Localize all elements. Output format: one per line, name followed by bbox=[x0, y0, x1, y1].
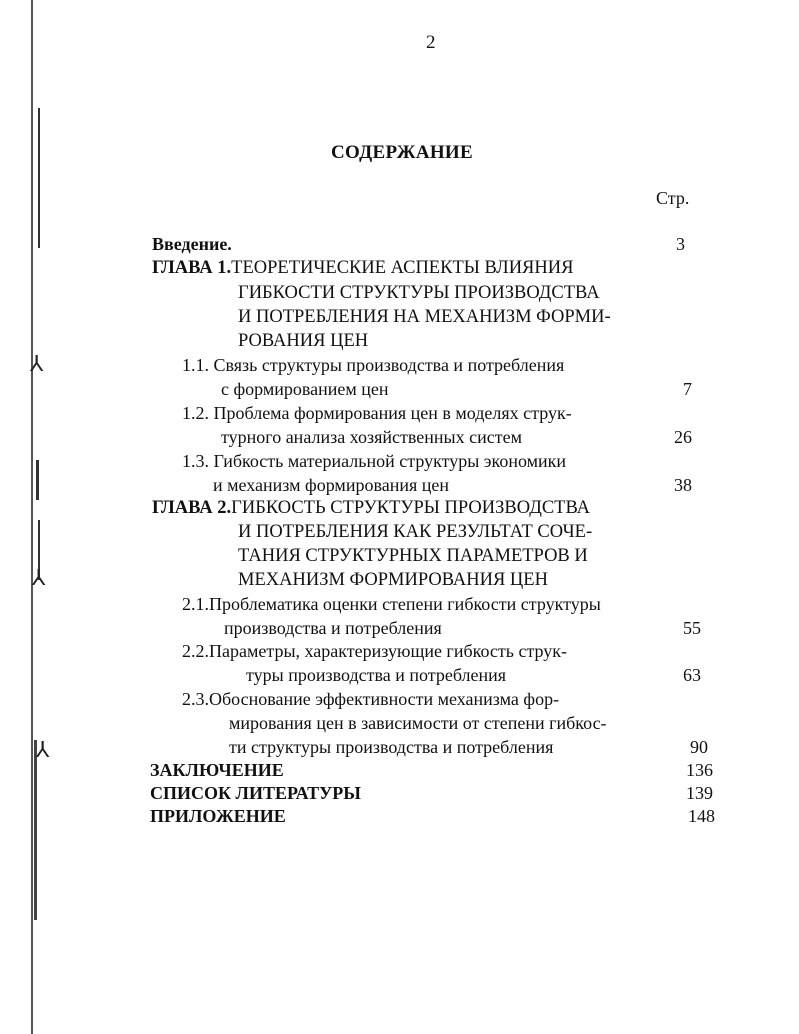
toc-section-2-1-line-1: 2.1.Проблематика оценки степени гибкости структуры bbox=[182, 594, 601, 614]
toc-section-2-2-line-2: туры производства и потребления bbox=[246, 665, 507, 685]
toc-section-1-1-line-1: 1.1. Связь структуры производства и потребления bbox=[182, 355, 565, 375]
toc-references-label: СПИСОК ЛИТЕРАТУРЫ bbox=[150, 783, 361, 803]
toc-section-1-2-line-1: 1.2. Проблема формирования цен в моделях струк- bbox=[182, 403, 572, 423]
chapter-2-title-line-4: МЕХАНИЗМ ФОРМИРОВАНИЯ ЦЕН bbox=[238, 570, 548, 590]
toc-appendix-page: 148 bbox=[688, 806, 715, 826]
chapter-2-title-line-3: ТАНИЯ СТРУКТУРНЫХ ПАРАМЕТРОВ И bbox=[238, 546, 588, 566]
toc-section-1-2-page: 26 bbox=[674, 427, 692, 447]
chapter-1-number: ГЛАВА 1. bbox=[152, 258, 232, 278]
toc-chapter-1 bbox=[152, 258, 573, 279]
toc-section-2-3-line-1: 2.3.Обоснование эффективности механизма фор- bbox=[182, 689, 560, 709]
toc-section-2-3-page: 90 bbox=[690, 737, 708, 757]
toc-section-2-3-line-2: мирования цен в зависимости от степени гибкос- bbox=[229, 713, 607, 733]
toc-section-2-2-page: 63 bbox=[683, 665, 701, 685]
page-number: 2 bbox=[426, 32, 436, 53]
page-column-label: Стр. bbox=[656, 188, 690, 208]
binding-edge-mark bbox=[36, 460, 39, 500]
chapter-1-title-line-3: И ПОТРЕБЛЕНИЯ НА МЕХАНИЗМ ФОРМИ- bbox=[238, 307, 611, 327]
toc-appendix-label: ПРИЛОЖЕНИЕ bbox=[150, 806, 286, 826]
toc-section-2-1-page: 55 bbox=[683, 618, 701, 638]
chapter-1-title-line-1: ТЕОРЕТИЧЕСКИЕ АСПЕКТЫ ВЛИЯНИЯ bbox=[231, 258, 574, 278]
page-title: СОДЕРЖАНИЕ bbox=[331, 142, 473, 163]
toc-intro-label: Введение. bbox=[152, 234, 232, 254]
chapter-2-number: ГЛАВА 2. bbox=[152, 498, 232, 518]
chapter-2-title-line-1: ГИБКОСТЬ СТРУКТУРЫ ПРОИЗВОДСТВА bbox=[231, 498, 590, 518]
toc-section-1-3-line-2: и механизм формирования цен bbox=[213, 475, 450, 495]
binding-edge-line bbox=[31, 0, 33, 1034]
toc-section-1-3-page: 38 bbox=[674, 475, 692, 495]
toc-chapter-2 bbox=[152, 498, 590, 519]
toc-section-1-1-line-2: с формированием цен bbox=[221, 379, 389, 399]
toc-intro-page: 3 bbox=[676, 234, 685, 254]
binding-tick-mark: ⅄ bbox=[36, 738, 50, 763]
toc-references-page: 139 bbox=[686, 783, 713, 803]
toc-section-1-2-line-2: турного анализа хозяйственных систем bbox=[221, 427, 522, 447]
binding-tick-mark: ⅄ bbox=[32, 566, 46, 591]
chapter-1-title-line-4: РОВАНИЯ ЦЕН bbox=[238, 331, 369, 351]
binding-edge-mark bbox=[38, 108, 40, 248]
binding-tick-mark: ⅄ bbox=[30, 352, 44, 377]
toc-section-2-2-line-1: 2.2.Параметры, характеризующие гибкость струк- bbox=[182, 641, 568, 661]
toc-conclusion-page: 136 bbox=[686, 760, 713, 780]
toc-section-1-3-line-1: 1.3. Гибкость материальной структуры экономики bbox=[182, 451, 567, 471]
binding-edge-mark bbox=[34, 740, 37, 920]
toc-section-2-1-line-2: производства и потребления bbox=[224, 618, 442, 638]
toc-section-1-1-page: 7 bbox=[683, 379, 692, 399]
chapter-1-title-line-2: ГИБКОСТИ СТРУКТУРЫ ПРОИЗВОДСТВА bbox=[238, 283, 600, 303]
toc-conclusion-label: ЗАКЛЮЧЕНИЕ bbox=[150, 760, 284, 780]
chapter-2-title-line-2: И ПОТРЕБЛЕНИЯ КАК РЕЗУЛЬТАТ СОЧЕ- bbox=[238, 522, 593, 542]
toc-section-2-3-line-3: ти структуры производства и потребления bbox=[229, 737, 554, 757]
